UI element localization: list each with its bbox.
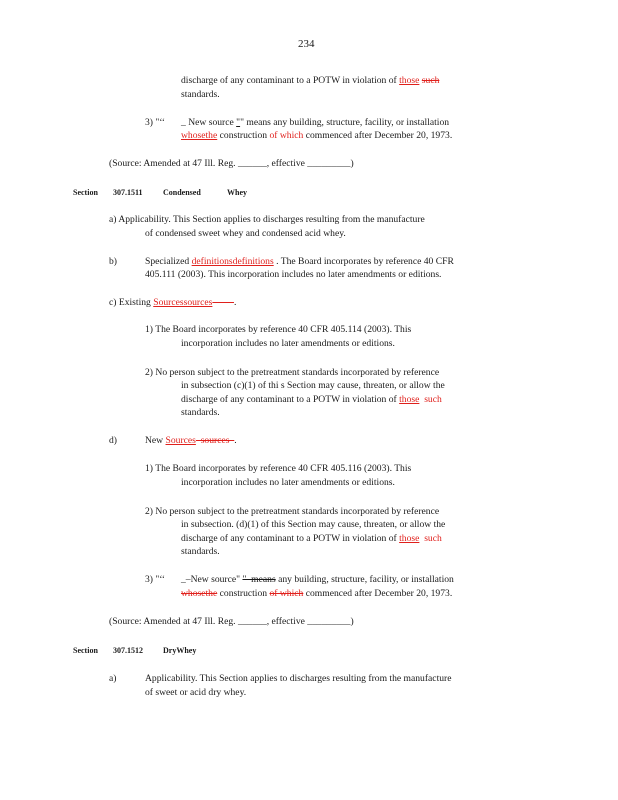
list-label: a) xyxy=(109,673,117,684)
inserted-text: whosethe xyxy=(181,130,218,141)
deleted-text: such xyxy=(419,394,442,405)
deleted-text: such xyxy=(421,75,440,86)
deleted-text: whosethe xyxy=(181,588,218,599)
paragraph-line xyxy=(181,75,439,87)
section-label: Section xyxy=(73,646,98,655)
inserted-text: those xyxy=(399,75,420,86)
text-run: " means any building, structure, facility, or installation xyxy=(240,117,450,128)
deleted-text xyxy=(212,297,237,308)
text-run: any building, structure, facility, or installation xyxy=(275,574,454,585)
text-run: c) Existing xyxy=(109,297,154,308)
paragraph-line xyxy=(109,297,236,309)
section-label: Section xyxy=(73,188,98,197)
definition-line xyxy=(181,130,452,142)
paragraph-line: incorporation includes no later amendments or editions. xyxy=(181,338,395,349)
inserted-text: definitionsdefinitions xyxy=(191,256,274,267)
text-run: . The Board incorporates by reference 40 CFR xyxy=(273,256,454,267)
paragraph-line: of condensed sweet whey and condensed acid whey. xyxy=(145,228,346,239)
text-run: New xyxy=(145,435,166,446)
paragraph-line xyxy=(145,256,454,268)
text-run: . xyxy=(234,435,237,446)
text-run: construction xyxy=(217,130,270,141)
text-run: commenced after December 20, 1973. xyxy=(303,588,453,599)
section-title: Whey xyxy=(227,188,247,197)
paragraph-line: 405.111 (2003). This incorporation includes no later amendments or editions. xyxy=(145,269,442,280)
paragraph-line: standards. xyxy=(181,407,220,418)
paragraph-line: standards. xyxy=(181,89,220,100)
source-note: (Source: Amended at 47 Ill. Reg. ______, effective _________) xyxy=(109,616,354,627)
paragraph-line: Applicability. This Section applies to discharges resulting from the manufacture xyxy=(145,673,452,684)
paragraph-line: 2) No person subject to the pretreatment standards incorporated by reference xyxy=(145,367,440,378)
inserted-text: of which xyxy=(269,130,304,141)
source-note: (Source: Amended at 47 Ill. Reg. ______, effective _________) xyxy=(109,158,354,169)
text-run: discharge of any contaminant to a POTW in violation of xyxy=(181,394,400,405)
section-number: 307.1512 xyxy=(113,646,143,655)
text-run: construction xyxy=(217,588,270,599)
paragraph-line: 2) No person subject to the pretreatment standards incorporated by reference xyxy=(145,506,440,517)
list-label: 3) "‘‘ xyxy=(145,574,165,585)
list-label: b) xyxy=(109,256,117,267)
list-label: 3) "‘‘ xyxy=(145,117,165,128)
text-run: . xyxy=(233,297,237,308)
page-number: 234 xyxy=(298,38,315,50)
paragraph-line: 1) The Board incorporates by reference 40 CFR 405.116 (2003). This xyxy=(145,463,412,474)
text-run: discharge of any contaminant to a POTW in violation of xyxy=(181,75,400,86)
paragraph-line: standards. xyxy=(181,546,220,557)
text-run: _–New source" xyxy=(181,574,243,585)
definition-line xyxy=(181,117,449,129)
deleted-text: of which xyxy=(269,588,304,599)
text-run: commenced after December 20, 1973. xyxy=(303,130,453,141)
paragraph-line: in subsection (c)(1) of thi s Section may cause, threaten, or allow the xyxy=(181,380,445,391)
section-title: DryWhey xyxy=(163,646,197,655)
paragraph-line: in subsection. (d)(1) of this Section may cause, threaten, or allow the xyxy=(181,519,446,530)
paragraph-line xyxy=(181,533,442,545)
definition-line xyxy=(181,574,454,586)
deleted-text: "–means xyxy=(242,574,276,585)
inserted-text: Sources xyxy=(165,435,196,446)
deleted-text: such xyxy=(419,533,442,544)
paragraph-line xyxy=(145,435,237,447)
definition-line xyxy=(181,588,452,600)
text-run: " xyxy=(236,117,241,128)
text-run: _ New source xyxy=(181,117,237,128)
deleted-text: sources xyxy=(195,435,235,446)
paragraph-line: a) Applicability. This Section applies to discharges resulting from the manufacture xyxy=(109,214,425,225)
section-number: 307.1511 xyxy=(113,188,143,197)
inserted-text: those xyxy=(399,394,420,405)
section-title: Condensed xyxy=(163,188,201,197)
text-run: discharge of any contaminant to a POTW in violation of xyxy=(181,533,400,544)
inserted-text: those xyxy=(399,533,420,544)
paragraph-line xyxy=(181,394,442,406)
paragraph-line: 1) The Board incorporates by reference 40 CFR 405.114 (2003). This xyxy=(145,324,412,335)
paragraph-line: incorporation includes no later amendments or editions. xyxy=(181,477,395,488)
inserted-text: Sourcessources xyxy=(153,297,213,308)
text-run: Specialized xyxy=(145,256,192,267)
list-label: d) xyxy=(109,435,117,446)
paragraph-line: of sweet or acid dry whey. xyxy=(145,687,247,698)
